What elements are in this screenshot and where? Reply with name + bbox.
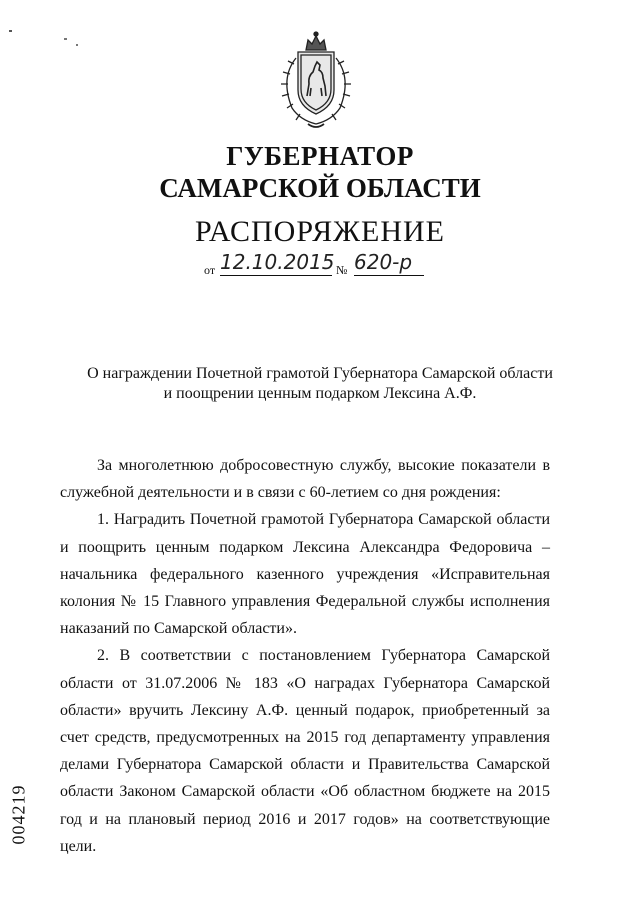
subject-line: О награждении Почетной грамотой Губернатора Самарской области xyxy=(87,365,553,382)
document-body xyxy=(60,452,550,860)
body-paragraph: За многолетнюю добросовестную службу, высокие показатели в служебной деятельности и в связи с 60-летием со дня рождения: xyxy=(60,457,550,502)
scan-speck xyxy=(76,44,78,46)
date-label: от xyxy=(204,263,216,277)
document-number: 620-р xyxy=(354,250,424,276)
date-number-line xyxy=(204,252,444,282)
subject-line: и поощрении ценным подарком Лексина А.Ф. xyxy=(163,385,477,402)
samara-coat-of-arms-icon xyxy=(270,28,362,132)
body-paragraph: 1. Наградить Почетной грамотой Губернатора Самарской области и поощрить ценным подарком Лексина Александра Федоровича – начальника федерального казенного учреждения «Исправительная колония № 15 Главного управления Федеральной службы исполнения наказаний по Самарской области». xyxy=(60,511,550,638)
body-paragraph: 2. В соответствии с постановлением Губернатора Самарской области от 31.07.2006 № 183 «О наградах Губернатора Самарской области» вручить Лексину А.Ф. ценный подарок, приобретенный за счет средств, предусмотренных на 2015 год департаменту управления делами Губернатора Самарской области и Правительства Самарской области Законом Самарской области «Об областном бюджете на 2015 год и на плановый период 2016 и 2017 годов» на соответствующие цели. xyxy=(60,647,550,855)
document-subject xyxy=(60,364,580,404)
serial-number-text: 004219 xyxy=(8,784,29,845)
document-type: РАСПОРЯЖЕНИЕ xyxy=(194,215,446,248)
issuer-region: САМАРСКОЙ ОБЛАСТИ xyxy=(159,173,481,203)
scan-speck xyxy=(9,30,12,32)
document-date: 12.10.2015 xyxy=(220,250,335,274)
margin-serial-number xyxy=(4,776,34,856)
issuer-title: ГУБЕРНАТОР xyxy=(226,141,414,171)
number-label: № xyxy=(336,263,348,277)
scan-speck xyxy=(64,38,67,40)
